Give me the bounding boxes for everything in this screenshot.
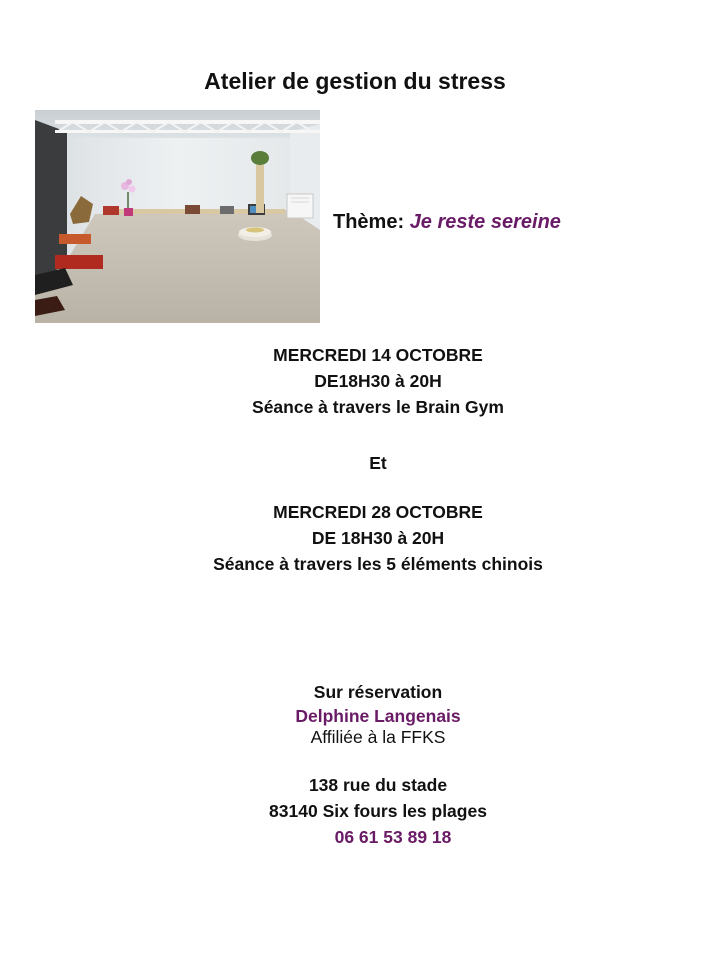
session-2-time: DE 18H30 à 20H bbox=[311, 528, 445, 548]
address-street: 138 rue du stade bbox=[308, 775, 448, 795]
booking-block bbox=[0, 680, 720, 746]
theme-label: Thème: bbox=[333, 211, 405, 233]
session-2-description: Séance à travers les 5 éléments chinois bbox=[213, 554, 543, 574]
connector-text: Et bbox=[369, 453, 387, 473]
address-city: 83140 Six fours les plages bbox=[269, 801, 487, 821]
session-1-date: MERCREDI 14 OCTOBRE bbox=[273, 345, 483, 365]
booking-label: Sur réservation bbox=[313, 682, 443, 702]
theme-line bbox=[333, 211, 561, 234]
contact-affiliation: Affiliée à la FFKS bbox=[310, 727, 446, 747]
session-1-time: DE18H30 à 20H bbox=[314, 371, 442, 391]
contact-name: Delphine Langenais bbox=[295, 706, 461, 726]
contact-phone: 06 61 53 89 18 bbox=[334, 827, 452, 847]
session-1-description: Séance à travers le Brain Gym bbox=[252, 397, 504, 417]
room-photo bbox=[35, 110, 320, 323]
session-1 bbox=[0, 342, 720, 420]
session-2 bbox=[0, 499, 720, 577]
theme-value: Je reste sereine bbox=[409, 211, 561, 233]
page-title: Atelier de gestion du stress bbox=[204, 68, 506, 94]
address-block bbox=[0, 772, 720, 850]
session-2-date: MERCREDI 28 OCTOBRE bbox=[273, 502, 483, 522]
